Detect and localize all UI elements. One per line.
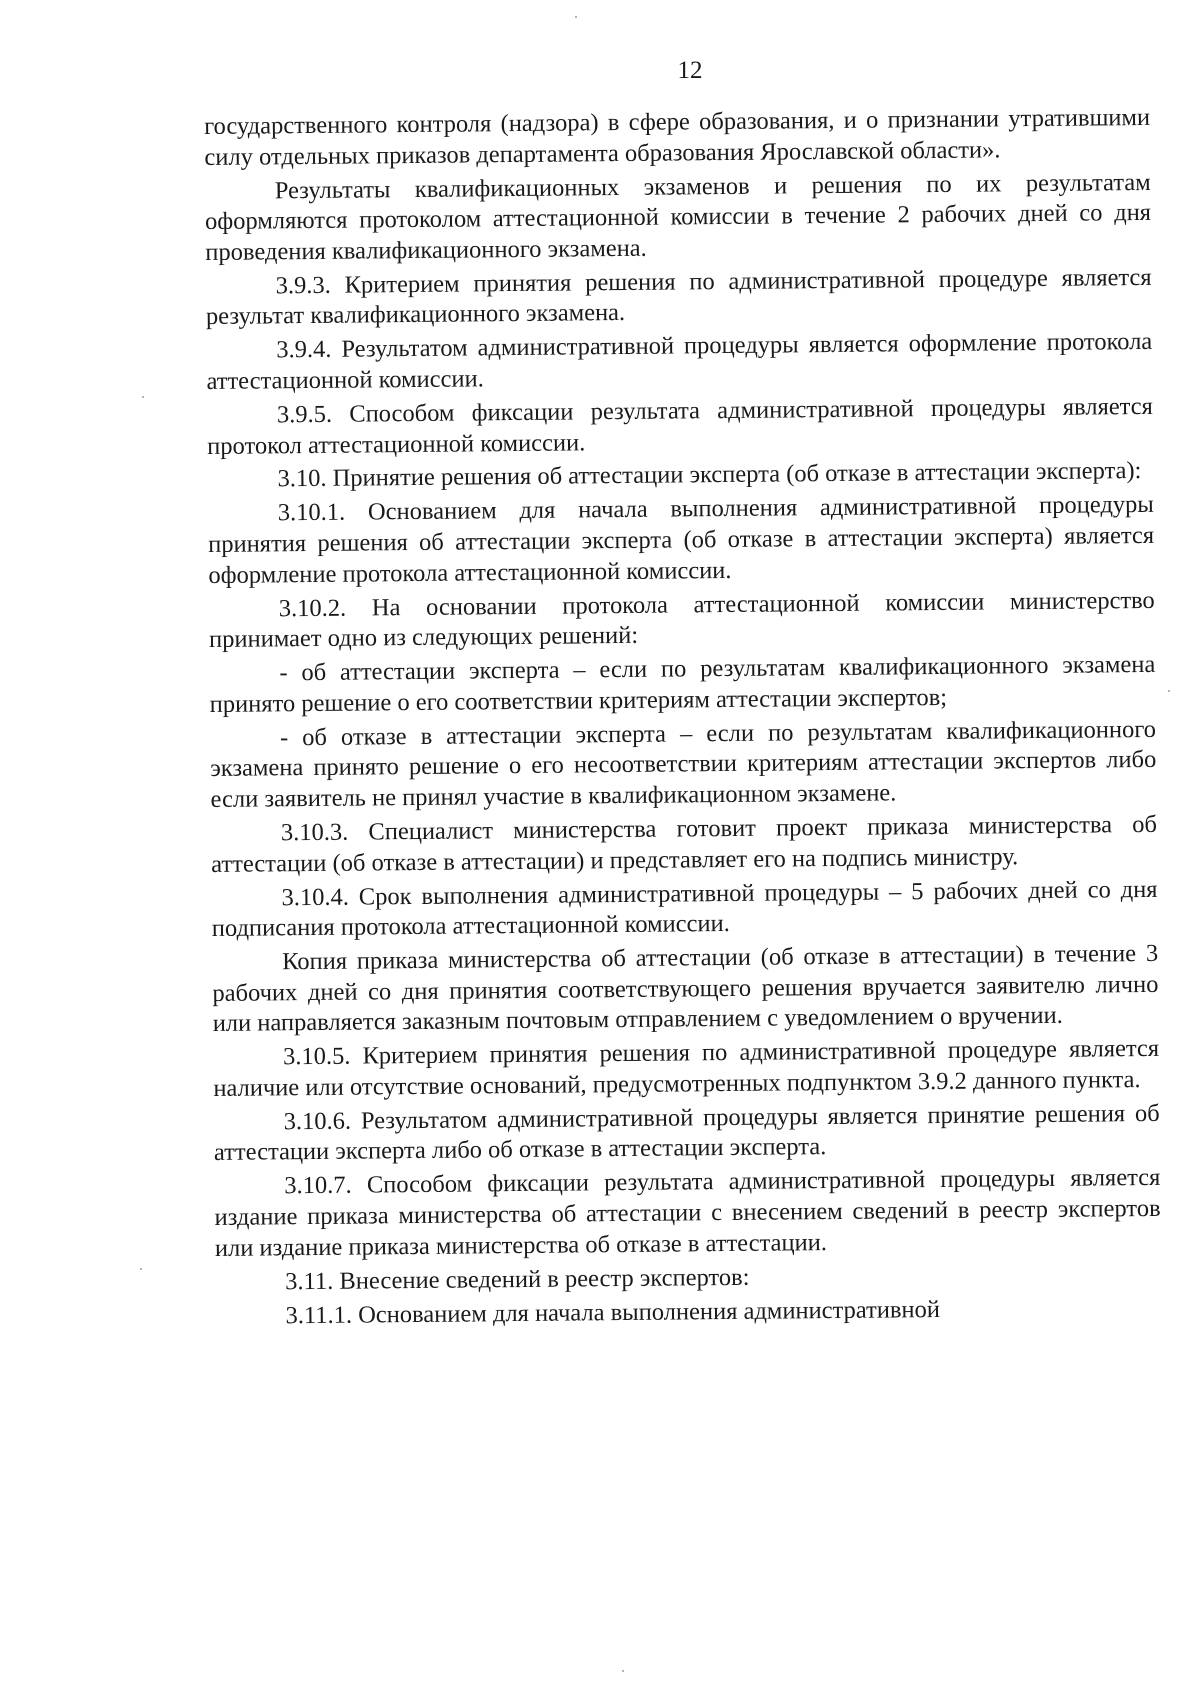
paragraph: 3.11. Внесение сведений в реестр экспертов: bbox=[285, 1263, 750, 1295]
paragraph: 3.10.2. На основании протокола аттестационной комиссии министерство принимает одно из следующих решений: bbox=[208, 586, 1155, 654]
paragraph: 3.10.6. Результатом административной процедуры является принятие решения об аттестации эксперта либо об отказе в аттестации эксперта. bbox=[213, 1099, 1160, 1167]
list-item: - об отказе в аттестации эксперта – если по результатам квалификационного экзамена принято решение о его несоответствии критериям аттестации экспертов либо если заявитель не принял участие в квалификационном экзамене. bbox=[210, 715, 1157, 813]
scan-speck bbox=[575, 16, 577, 18]
scan-speck bbox=[142, 396, 144, 398]
list-item: - об аттестации эксперта – если по результатам квалификационного экзамена принято решение о его соответствии критериям аттестации экспертов; bbox=[209, 651, 1156, 718]
paragraph: Копия приказа министерства об аттестации (об отказе в аттестации) в течение 3 рабочих дней со дня принятия соответствующего решения вручается заявителю лично или направляется заказным почтовым отправлением с уведомлением о вручении. bbox=[212, 940, 1159, 1038]
paragraph: 3.10.3. Специалист министерства готовит проект приказа министерства об аттестации (об отказе в аттестации) и представляет его на подпись министру. bbox=[211, 810, 1158, 878]
paragraph: государственного контроля (надзора) в сфере образования, и о признании утратившими силу отдельных приказов департамента образования Ярославской области». bbox=[204, 103, 1151, 171]
scan-speck bbox=[140, 1268, 142, 1270]
paragraph: 3.10. Принятие решения об аттестации эксперта (об отказе в аттестации эксперта): bbox=[277, 457, 1142, 493]
paragraph: 3.10.5. Критерием принятия решения по административной процедуре является наличие или отсутствие оснований, предусмотренных подпунктом 3.9.2 данного пункта. bbox=[213, 1035, 1160, 1102]
paragraph: 3.10.7. Способом фиксации результата административной процедуры является издание приказа министерства об аттестации с внесением сведений в реестр экспертов или издание приказа министерства об отказе в аттестации. bbox=[214, 1164, 1161, 1262]
page-number: 12 bbox=[677, 57, 703, 84]
document-body bbox=[204, 103, 1162, 1332]
paragraph: 3.9.3. Критерием принятия решения по административной процедуре является результат квалификационного экзамена. bbox=[205, 263, 1152, 331]
paragraph: Результаты квалификационных экзаменов и решения по их результатам оформляются протоколом аттестационной комиссии в течение 2 рабочих дней со дня проведения квалификационного экзамена. bbox=[204, 168, 1152, 266]
paragraph: 3.11.1. Основанием для начала выполнения административной bbox=[285, 1295, 941, 1329]
paragraph: 3.10.4. Срок выполнения административной процедуры – 5 рабочих дней со дня подписания протокола аттестационной комиссии. bbox=[211, 875, 1158, 943]
scan-speck bbox=[1168, 690, 1170, 692]
paragraph: 3.9.5. Способом фиксации результата административной процедуры является протокол аттестационной комиссии. bbox=[207, 392, 1153, 460]
scan-speck bbox=[622, 1670, 624, 1672]
paragraph: 3.9.4. Результатом административной процедуры является оформление протокола аттестационной комиссии. bbox=[206, 328, 1153, 395]
paragraph: 3.10.1. Основанием для начала выполнения административной процедуры принятия решения об аттестации эксперта (об отказе в аттестации эксперта) является оформление протокола аттестационной комиссии. bbox=[208, 491, 1155, 589]
